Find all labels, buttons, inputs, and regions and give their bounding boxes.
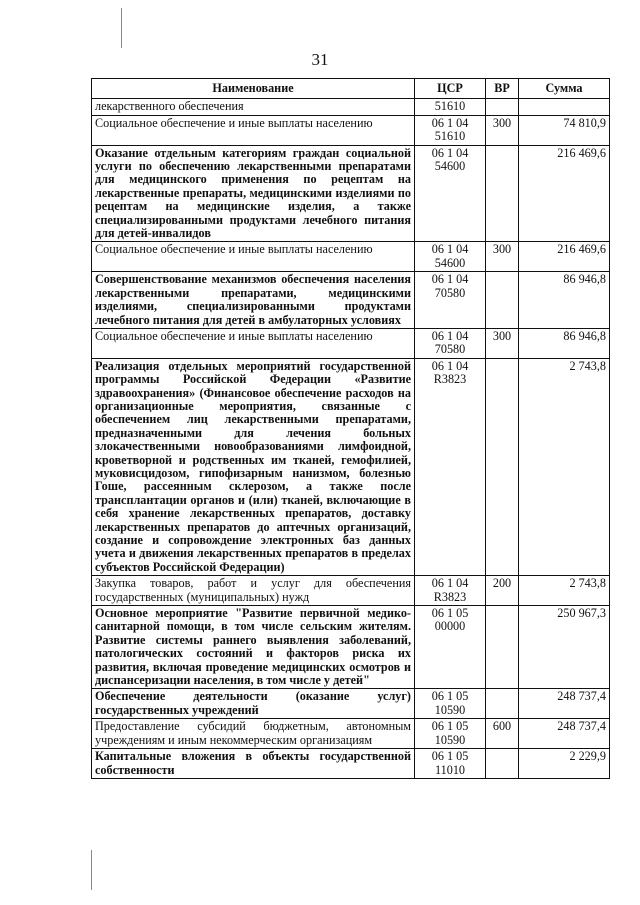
row-sum-cell: 250 967,3 — [519, 606, 610, 689]
table-row — [92, 749, 610, 779]
scan-edge-mark-top — [121, 8, 122, 48]
scan-edge-mark-bottom — [91, 850, 92, 890]
row-sum-cell: 216 469,6 — [519, 242, 610, 272]
row-vr-cell: 300 — [486, 242, 519, 272]
row-csr-cell: 06 1 05 00000 — [415, 606, 486, 689]
row-sum-cell: 2 229,9 — [519, 749, 610, 779]
row-csr-cell: 06 1 05 11010 — [415, 749, 486, 779]
row-csr-cell: 06 1 04 54600 — [415, 145, 486, 242]
table-row — [92, 328, 610, 358]
table-body — [92, 99, 610, 779]
row-csr-cell: 06 1 05 10590 — [415, 719, 486, 749]
table-row — [92, 115, 610, 145]
row-vr-cell — [486, 145, 519, 242]
row-vr-cell: 200 — [486, 576, 519, 606]
page-number: 31 — [311, 50, 329, 69]
row-vr-cell: 300 — [486, 328, 519, 358]
row-vr-cell: 600 — [486, 719, 519, 749]
row-sum-cell: 74 810,9 — [519, 115, 610, 145]
table-row — [92, 272, 610, 329]
row-vr-cell — [486, 358, 519, 576]
row-vr-cell: 300 — [486, 115, 519, 145]
row-sum-cell: 216 469,6 — [519, 145, 610, 242]
table-row — [92, 242, 610, 272]
row-csr-cell: 06 1 04 R3823 — [415, 576, 486, 606]
table-row — [92, 358, 610, 576]
row-name-cell: Закупка товаров, работ и услуг для обеспечения государственных (муниципальных) нужд — [92, 576, 415, 606]
row-sum-cell: 2 743,8 — [519, 576, 610, 606]
table-row — [92, 689, 610, 719]
row-name-cell: Капитальные вложения в объекты государственной собственности — [92, 749, 415, 779]
table-row — [92, 99, 610, 115]
row-sum-cell — [519, 99, 610, 115]
table-row — [92, 719, 610, 749]
row-name-cell: Совершенствование механизмов обеспечения населения лекарственными препаратами, медицинскими изделиями, специализированными продуктами лечебного питания для детей в амбулаторных условиях — [92, 272, 415, 329]
row-sum-cell: 248 737,4 — [519, 689, 610, 719]
table-row — [92, 606, 610, 689]
row-csr-cell: 06 1 05 10590 — [415, 689, 486, 719]
row-sum-cell: 86 946,8 — [519, 272, 610, 329]
header-csr: ЦСР — [415, 79, 486, 99]
row-name-cell: Обеспечение деятельности (оказание услуг) государственных учреждений — [92, 689, 415, 719]
row-name-cell: лекарственного обеспечения — [92, 99, 415, 115]
row-sum-cell: 248 737,4 — [519, 719, 610, 749]
table-row — [92, 576, 610, 606]
header-vr: ВР — [486, 79, 519, 99]
row-csr-cell: 06 1 04 51610 — [415, 115, 486, 145]
row-name-cell: Реализация отдельных мероприятий государственной программы Российской Федерации «Развитие здравоохранения» (Финансовое обеспечение расходов на организационные мероприятия, связанные с обеспечением лиц лекарственными препаратами, предназначенными для лечения больных злокачественными новообразованиями лимфоидной, кроветворной и родственных им тканей, гемофилией, муковисцидозом, гипофизарным нанизмом, болезнью Гоше, рассеянным склерозом, а также после трансплантации органов и (или) тканей, включающие в себя хранение лекарственных препаратов, доставку лекарственных препаратов до аптечных организаций, создание и сопровождение электронных баз данных учета и движения лекарственных препаратов в пределах субъектов Российской Федерации) — [92, 358, 415, 576]
row-name-cell: Оказание отдельным категориям граждан социальной услуги по обеспечению лекарственными препаратами для медицинского применения по рецептам на лекарственные препараты, медицинскими изделиями по рецептам на медицинские изделия, а также специализированными продуктами лечебного питания для детей-инвалидов — [92, 145, 415, 242]
row-csr-cell: 06 1 04 54600 — [415, 242, 486, 272]
row-name-cell: Социальное обеспечение и иные выплаты населению — [92, 328, 415, 358]
row-vr-cell — [486, 689, 519, 719]
row-csr-cell: 06 1 04 70580 — [415, 328, 486, 358]
row-sum-cell: 2 743,8 — [519, 358, 610, 576]
row-name-cell: Социальное обеспечение и иные выплаты населению — [92, 242, 415, 272]
row-vr-cell — [486, 606, 519, 689]
header-name: Наименование — [92, 79, 415, 99]
row-name-cell: Основное мероприятие "Развитие первичной медико-санитарной помощи, в том числе сельским жителям. Развитие системы раннего выявления заболеваний, патологических состояний и факторов риска их развития, включая проведение медицинских осмотров и диспансеризации населения, в том числе у детей" — [92, 606, 415, 689]
row-vr-cell — [486, 272, 519, 329]
header-sum: Сумма — [519, 79, 610, 99]
row-vr-cell — [486, 749, 519, 779]
table-header-row — [92, 79, 610, 99]
row-csr-cell: 51610 — [415, 99, 486, 115]
row-vr-cell — [486, 99, 519, 115]
row-sum-cell: 86 946,8 — [519, 328, 610, 358]
row-csr-cell: 06 1 04 70580 — [415, 272, 486, 329]
row-name-cell: Социальное обеспечение и иные выплаты населению — [92, 115, 415, 145]
table-row — [92, 145, 610, 242]
row-csr-cell: 06 1 04 R3823 — [415, 358, 486, 576]
budget-table — [91, 78, 610, 779]
row-name-cell: Предоставление субсидий бюджетным, автономным учреждениям и иным некоммерческим организациям — [92, 719, 415, 749]
